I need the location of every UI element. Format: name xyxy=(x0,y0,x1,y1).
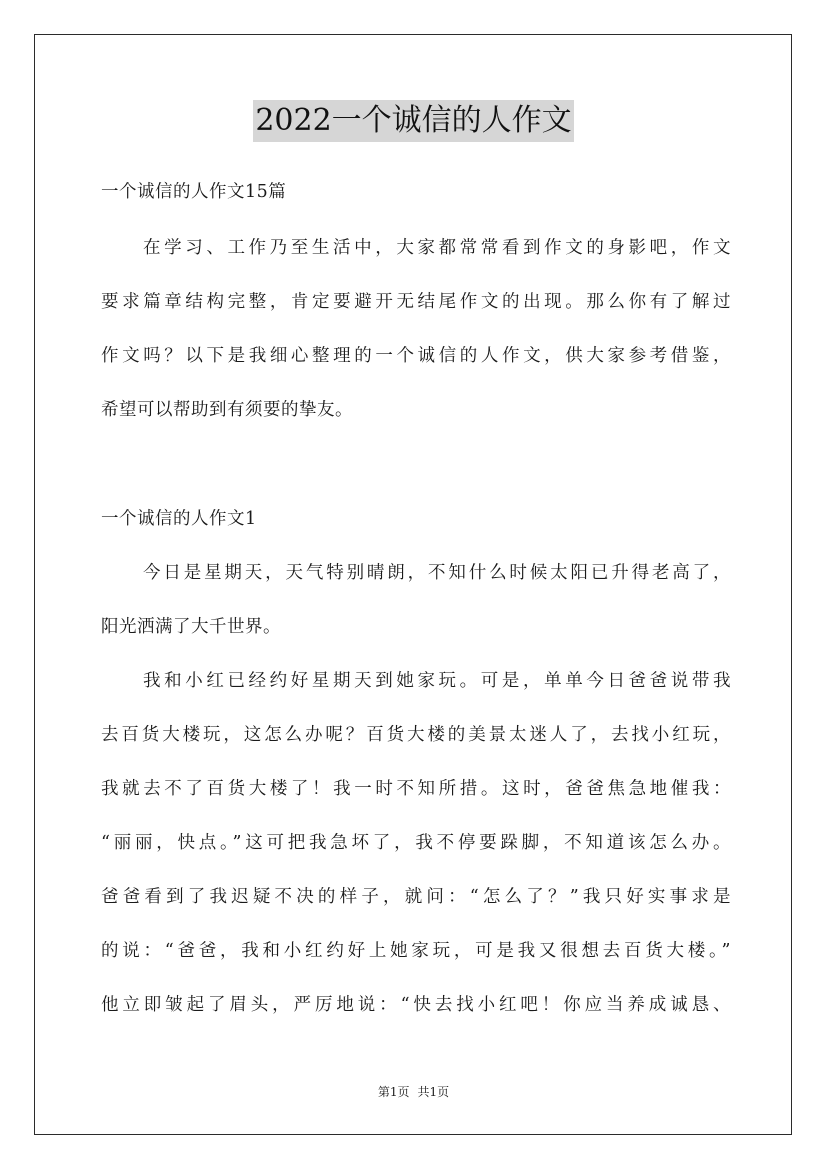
paragraph-line: 我和小红已经约好星期天到她家玩。可是，单单今日爸爸说带我 xyxy=(143,671,731,691)
page-count: 共1页 xyxy=(417,1085,450,1099)
paragraph-line: 希望可以帮助到有须要的挚友。 xyxy=(101,400,353,420)
document-title: 2022一个诚信的人作文 xyxy=(253,100,573,142)
paragraph-line: 的说：“爸爸，我和小红约好上她家玩，可是我又很想去百货大楼。” xyxy=(101,941,731,961)
paragraph-line: “丽丽，快点。”这可把我急坏了，我不停要跺脚，不知道该怎么办。 xyxy=(101,833,731,853)
page-number: 第1页 xyxy=(377,1085,410,1099)
paragraph-line: 在学习、工作乃至生活中，大家都常常看到作文的身影吧，作文 xyxy=(143,238,731,258)
paragraph-line: 要求篇章结构完整，肯定要避开无结尾作文的出现。那么你有了解过 xyxy=(101,292,731,312)
subtitle-line: 一个诚信的人作文15篇 xyxy=(101,182,287,202)
paragraph-line: 我就去不了百货大楼了！我一时不知所措。这时，爸爸焦急地催我： xyxy=(101,779,731,799)
paragraph-line: 作文吗？以下是我细心整理的一个诚信的人作文，供大家参考借鉴， xyxy=(101,346,731,366)
section-heading: 一个诚信的人作文1 xyxy=(101,509,257,529)
paragraph-line: 去百货大楼玩，这怎么办呢？百货大楼的美景太迷人了，去找小红玩， xyxy=(101,725,731,745)
page-footer xyxy=(0,1083,827,1101)
paragraph-line: 爸爸看到了我迟疑不决的样子，就问：“怎么了？”我只好实事求是 xyxy=(101,887,731,907)
paragraph-line: 阳光洒满了大千世界。 xyxy=(101,617,281,637)
paragraph-line: 他立即皱起了眉头，严厉地说：“快去找小红吧！你应当养成诚恳、 xyxy=(101,995,731,1015)
title-container xyxy=(0,100,827,142)
paragraph-line: 今日是星期天，天气特别晴朗，不知什么时候太阳已升得老高了， xyxy=(143,563,731,583)
